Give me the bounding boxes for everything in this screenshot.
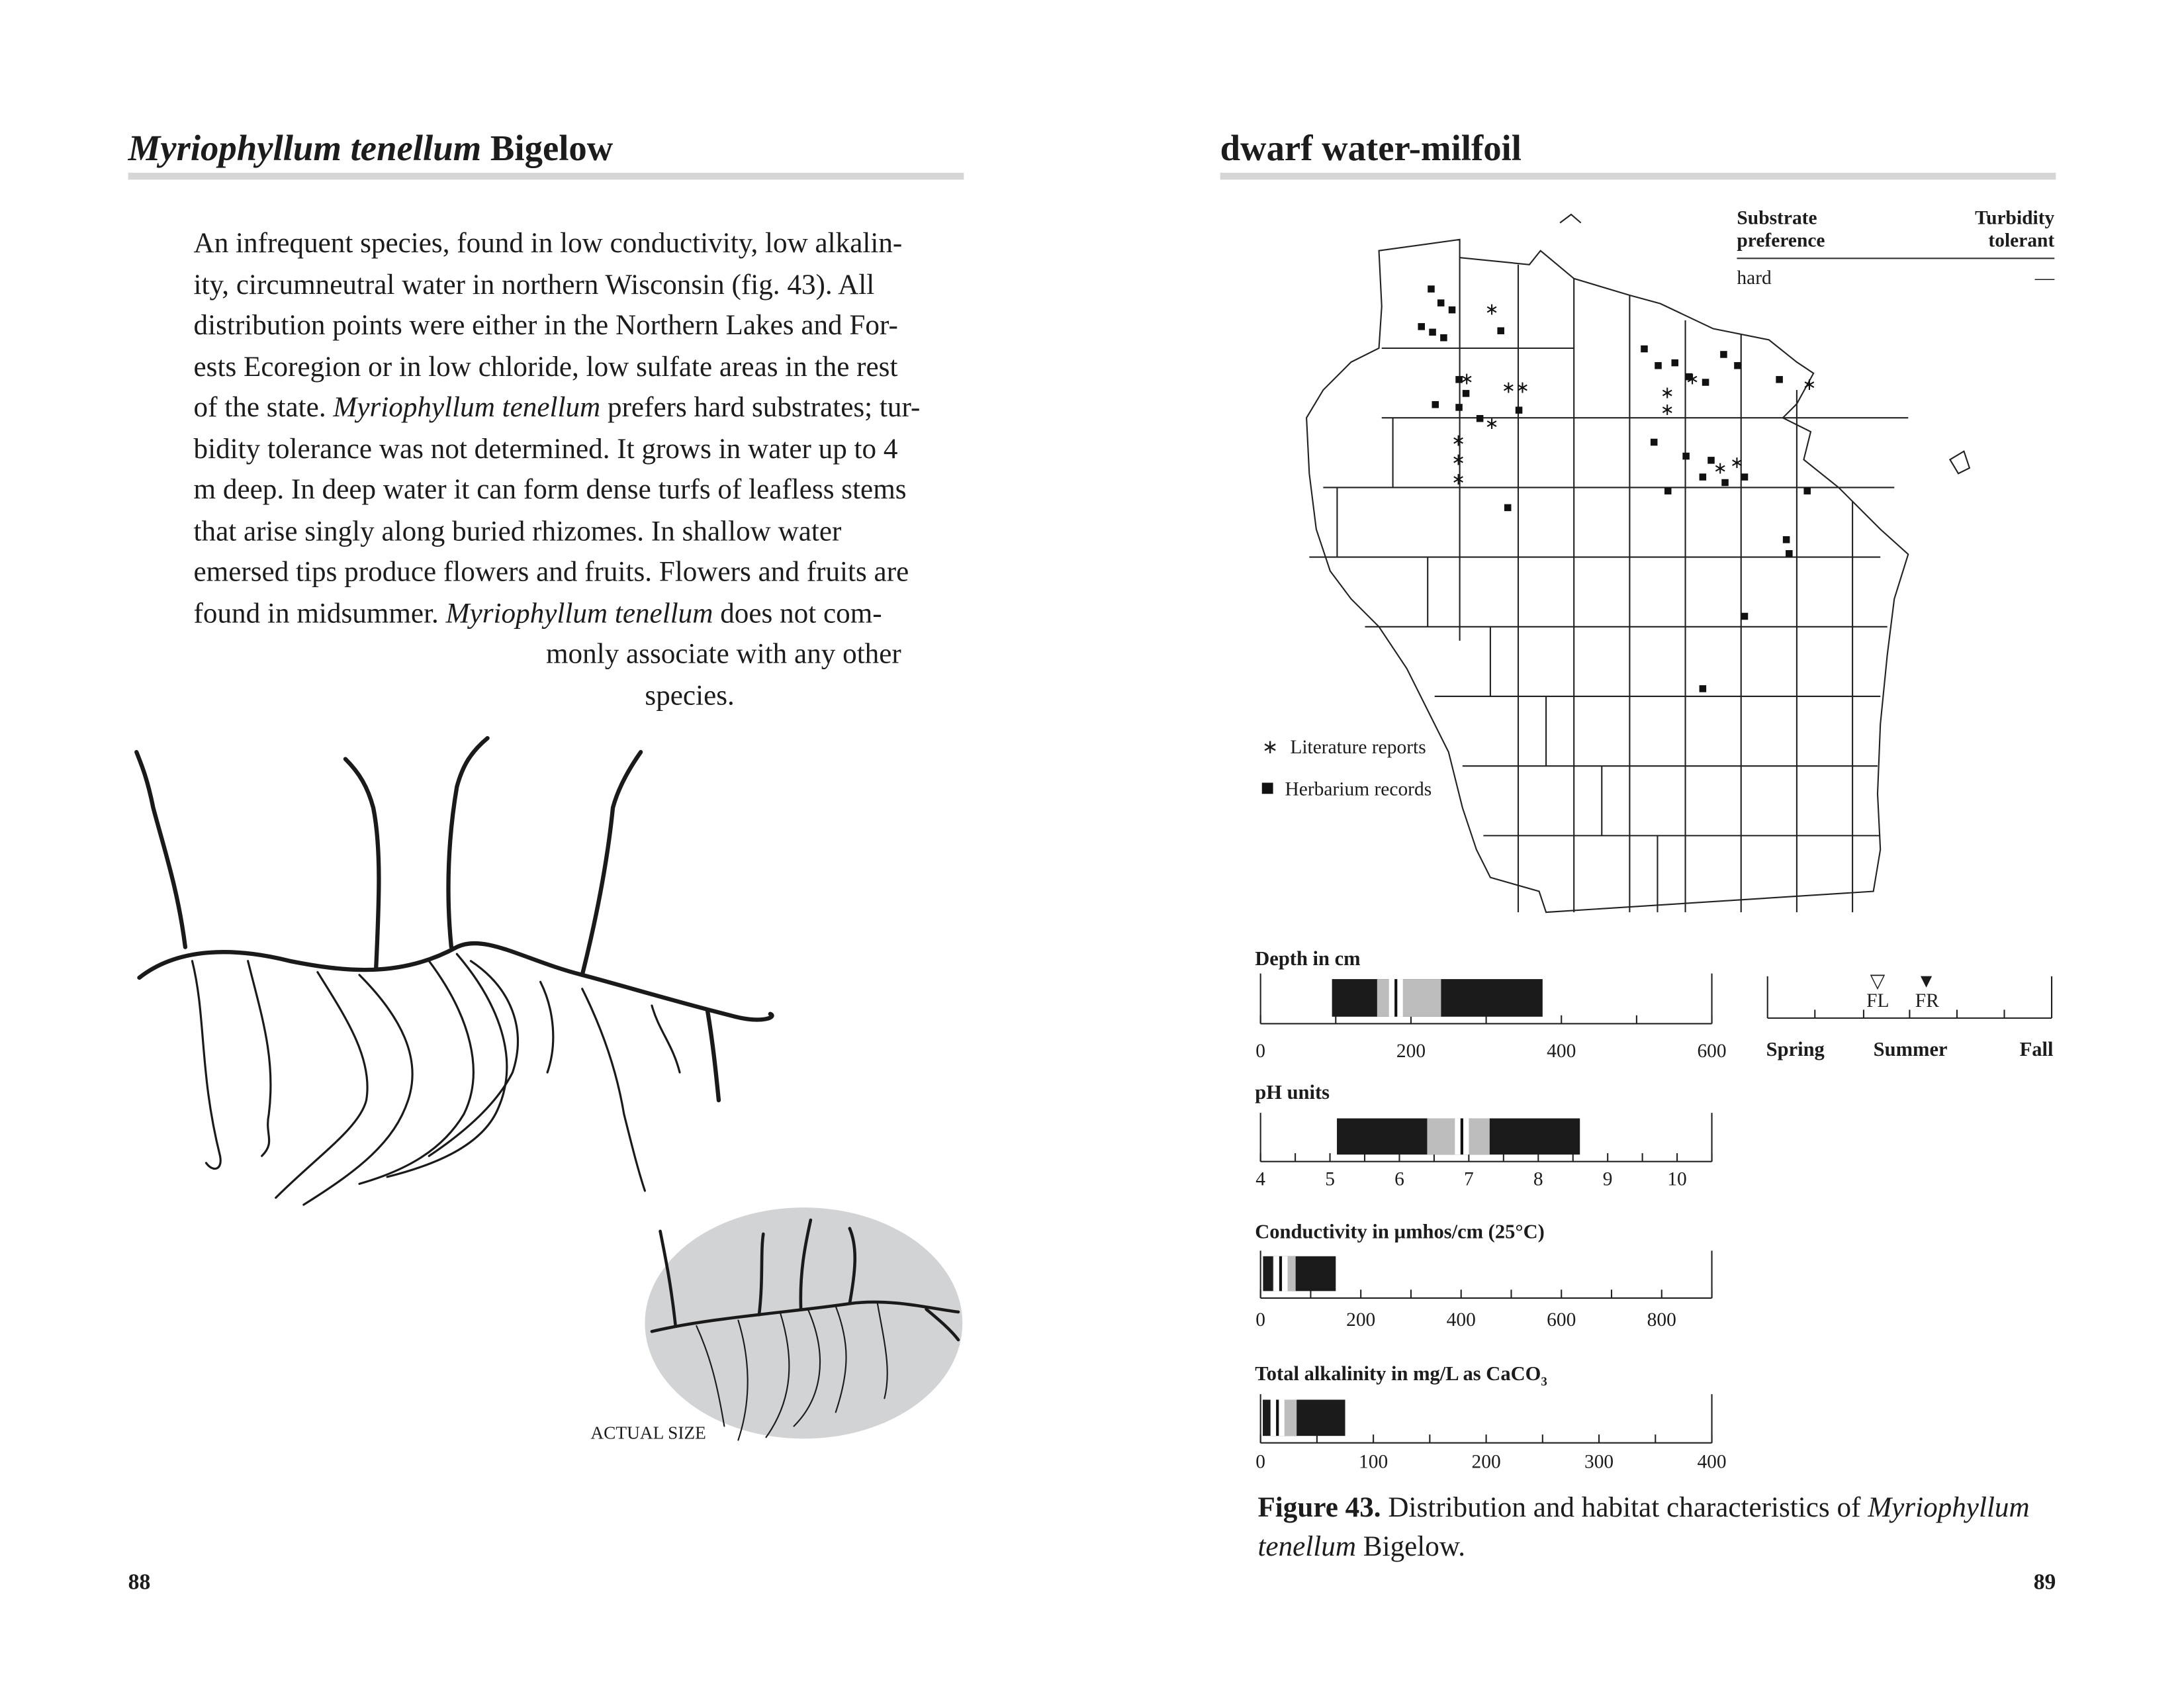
svg-text:∗: ∗	[1685, 369, 1700, 389]
tick-label: 0	[1255, 1041, 1266, 1063]
turbidity-header-line2: tolerant	[1988, 231, 2055, 252]
svg-text:∗: ∗	[1729, 452, 1745, 472]
svg-text:∗: ∗	[1451, 469, 1466, 489]
tick-label: 4	[1255, 1170, 1266, 1191]
text-segment: prefers hard substrates; tur-	[600, 393, 921, 424]
tick-label: 0	[1255, 1452, 1266, 1474]
caption-label: Figure 43.	[1257, 1493, 1381, 1524]
species-name-italic: Myriophyllum tenellum	[333, 393, 601, 424]
actual-size-label: ACTUAL SIZE	[590, 1422, 706, 1443]
text-segment: distribution points were either in the Northern Lakes and For-	[193, 310, 898, 342]
legend-literature-label: Literature reports	[1290, 738, 1426, 759]
chart-title-text: pH units	[1255, 1082, 1330, 1105]
svg-text:∗: ∗	[1802, 375, 1817, 395]
season-fall: Fall	[2019, 1039, 2054, 1062]
caption-genus: Myriophyllum	[1868, 1493, 2030, 1524]
season-spring: Spring	[1766, 1039, 1825, 1062]
text-segment: monly associate with any other	[545, 639, 901, 671]
left-page-number: 88	[128, 1571, 151, 1595]
svg-text:∗∗: ∗∗	[1501, 377, 1530, 397]
tick-label: 200	[1346, 1310, 1376, 1332]
species-name: Myriophyllum tenellum	[128, 128, 482, 169]
substrate-header-line2: preference	[1737, 231, 1825, 252]
svg-text:∗: ∗	[1660, 383, 1674, 402]
svg-text:∗: ∗	[1484, 414, 1499, 434]
caption-epithet: tenellum	[1257, 1532, 1357, 1563]
season-summer: Summer	[1873, 1039, 1948, 1062]
text-segment: of the state.	[193, 393, 334, 424]
text-segment: that arise singly along buried rhizomes. In shallow water	[193, 516, 842, 547]
tick-label: 6	[1394, 1170, 1404, 1191]
text-segment: species.	[645, 680, 735, 712]
turbidity-header-line1: Turbidity	[1975, 209, 2055, 230]
tick-label: 400	[1697, 1452, 1727, 1474]
chart-title-text: Depth in cm	[1255, 948, 1361, 971]
svg-text:∗: ∗	[1451, 430, 1466, 450]
tick-label: 10	[1667, 1170, 1687, 1191]
fruit-marker	[1915, 974, 1938, 1013]
svg-text:∗: ∗	[1660, 399, 1674, 419]
figure-caption	[1257, 1489, 2058, 1567]
species-name-italic: Myriophyllum tenellum	[445, 598, 713, 629]
caption-text: Distribution and habitat characteristics of	[1381, 1493, 1868, 1524]
text-segment: emersed tips produce flowers and fruits. Flowers and fruits are	[193, 557, 909, 588]
svg-text:∗: ∗	[1451, 449, 1466, 469]
right-header-title: dwarf water-milfoil	[1220, 128, 1522, 169]
text-segment: does not com-	[713, 598, 882, 629]
text-segment: bidity tolerance was not determined. It grows in water up to 4	[193, 434, 898, 465]
tick-label: 600	[1697, 1041, 1727, 1063]
species-author: Bigelow	[481, 128, 614, 169]
text-segment: ests Ecoregion or in low chloride, low sulfate areas in the rest	[193, 352, 898, 383]
tick-label: 400	[1446, 1310, 1476, 1332]
tick-label: 9	[1602, 1170, 1613, 1191]
text-segment: m deep. In deep water it can form dense turfs of leafless stems	[193, 475, 907, 506]
chart-title-text: Conductivity in µmhos/cm (25°C)	[1255, 1221, 1545, 1244]
tick-label: 200	[1471, 1452, 1501, 1474]
flower-triangle-icon: ▽	[1870, 972, 1886, 994]
substrate-value: hard	[1737, 269, 1772, 290]
text-segment: found in midsummer.	[193, 598, 446, 629]
chart-title-subscript: 3	[1541, 1374, 1547, 1389]
tick-label: 5	[1325, 1170, 1335, 1191]
tick-label: 800	[1647, 1310, 1676, 1332]
text-segment: ity, circumneutral water in northern Wisconsin (fig. 43). All	[193, 269, 875, 301]
tick-label: 400	[1547, 1041, 1576, 1063]
legend-herbarium-label: Herbarium records	[1285, 780, 1432, 801]
turbidity-value: —	[2034, 269, 2055, 290]
fruit-label: FR	[1915, 992, 1939, 1013]
phenology-axis	[1766, 972, 2059, 1019]
flower-label: FL	[1866, 992, 1889, 1013]
tick-label: 100	[1359, 1452, 1388, 1474]
svg-text:∗: ∗	[1713, 458, 1727, 478]
text-segment: An infrequent species, found in low conductivity, low alkalin-	[193, 228, 903, 259]
substrate-header-line1: Substrate	[1737, 209, 1817, 230]
tick-label: 7	[1463, 1170, 1474, 1191]
svg-text:∗: ∗	[1459, 369, 1474, 389]
tick-label: 200	[1396, 1041, 1426, 1063]
flower-marker	[1866, 974, 1889, 1013]
tick-label: 0	[1255, 1310, 1266, 1332]
literature-symbol: ∗	[1261, 738, 1279, 759]
tick-label: 600	[1547, 1310, 1576, 1332]
right-page-number: 89	[2033, 1571, 2056, 1595]
caption-end: Bigelow.	[1356, 1532, 1465, 1563]
tick-label: 8	[1533, 1170, 1543, 1191]
fruit-triangle-icon: ▼	[1917, 972, 1936, 994]
chart-title-text: Total alkalinity in mg/L as CaCO	[1255, 1363, 1541, 1386]
svg-text:∗: ∗	[1484, 299, 1499, 319]
tick-label: 300	[1584, 1452, 1614, 1474]
